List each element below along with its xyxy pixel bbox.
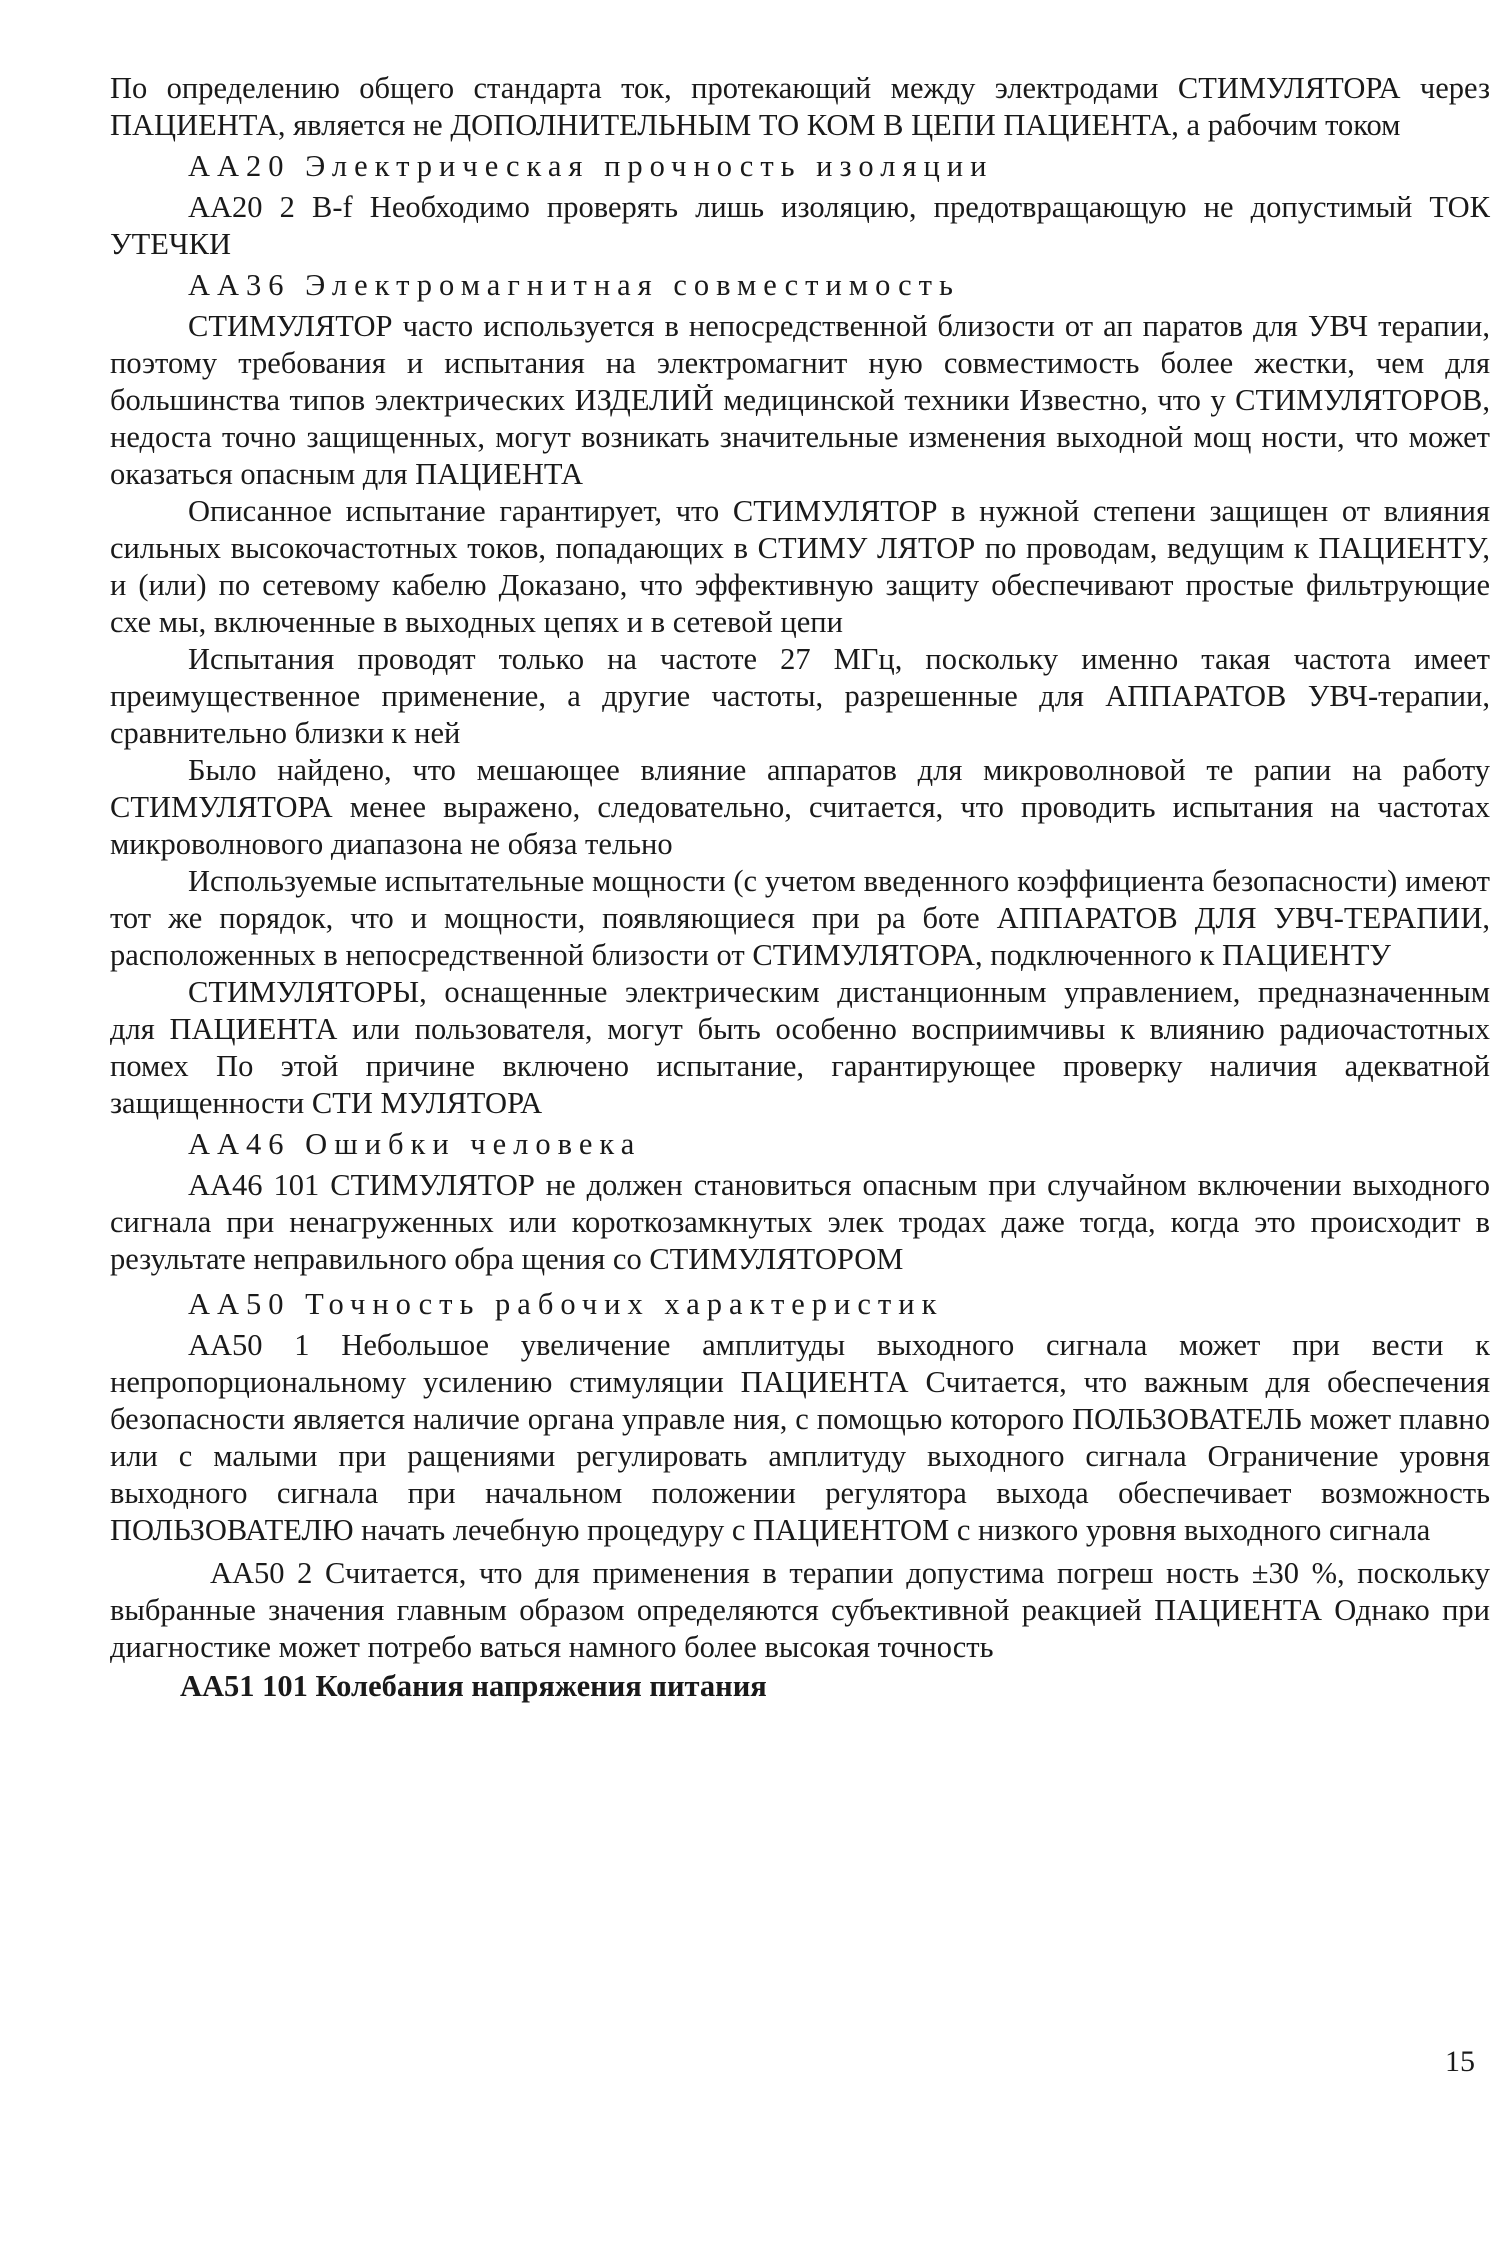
paragraph-aa50-2: АА50 2 Считается, что для применения в терапии допустима погреш ность ±30 %, поскольку выбранные значения главным образом определяются субъективной реакцией ПАЦИЕНТА Однако при диагностике может потребо ваться намного более высокая точность [110,1556,1490,1664]
paragraph-aa36-4: Было найдено, что мешающее влияние аппаратов для микроволновой те рапии на работу СТИМУЛЯТОРА менее выражено, следовательно, считается, что проводить испытания на частотах микроволнового диапазона не обяза тельно [110,753,1490,861]
section-heading-aa36: АА36 Электромагнитная совместимость [188,268,960,302]
paragraph-aa36-6: СТИМУЛЯТОРЫ, оснащенные электрическим дистанционным управлением, предназначенным для ПАЦИЕНТА или пользователя, могут быть особенно восприимчивы к влиянию радиочастотных помех По этой причине включено испытание, гарантирующее проверку наличия адекватной защищенности СТИ МУЛЯТОРА [110,975,1490,1120]
paragraph-aa36-3: Испытания проводят только на частоте 27 МГц, поскольку именно такая частота имеет преимущественное применение, а другие частоты, разрешенные для АППАРАТОВ УВЧ-терапии, сравнительно близки к ней [110,642,1490,750]
paragraph-aa46-101: АА46 101 СТИМУЛЯТОР не должен становиться опасным при случайном включении выходного сигнала при ненагруженных или короткозамкнутых элек тродах даже тогда, когда это происходит в результате неправильного обра щения со СТИМУЛЯТОРОМ [110,1168,1490,1276]
section-heading-aa50: АА50 Точность рабочих характеристик [188,1287,944,1321]
section-heading-aa46: АА46 Ошибки человека [188,1127,642,1161]
section-heading-aa51-101: АА51 101 Колебания напряжения питания [180,1669,767,1703]
paragraph-aa20-2: АА20 2 B-f Необходимо проверять лишь изоляцию, предотвращающую не допустимый ТОК УТЕЧКИ [110,190,1490,261]
paragraph-intro: По определению общего стандарта ток, протекающий между электродами СТИМУЛЯТОРА через ПАЦИЕНТА, является не ДОПОЛНИТЕЛЬНЫМ ТО КОМ В ЦЕПИ ПАЦИЕНТА, а рабочим током [110,71,1490,142]
paragraph-aa50-1: АА50 1 Небольшое увеличение амплитуды выходного сигнала может при вести к непропорциональному усилению стимуляции ПАЦИЕНТА Считается, что важным для обеспечения безопасности является наличие органа управле ния, с помощью которого ПОЛЬЗОВАТЕЛЬ может плавно или с малыми при ращениями регулировать амплитуду выходного сигнала Ограничение уровня выходного сигнала при начальном положении регулятора выхода обеспечивает возможность ПОЛЬЗОВАТЕЛЮ начать лечебную процедуру с ПАЦИЕНТОМ с низкого уровня выходного сигнала [110,1328,1490,1547]
section-heading-aa20: АА20 Электрическая прочность изоляции [188,149,994,183]
paragraph-aa36-2: Описанное испытание гарантирует, что СТИМУЛЯТОР в нужной степени защищен от влияния сильных высокочастотных токов, попадающих в СТИМУ ЛЯТОР по проводам, ведущим к ПАЦИЕНТУ, и (или) по сетевому кабелю Доказано, что эффективную защиту обеспечивают простые фильтрующие схе мы, включенные в выходных цепях и в сетевой цепи [110,494,1490,639]
paragraph-aa36-1: СТИМУЛЯТОР часто используется в непосредственной близости от ап паратов для УВЧ терапии, поэтому требования и испытания на электромагнит ную совместимость более жестки, чем для большинства типов электрических ИЗДЕЛИЙ медицинской техники Известно, что у СТИМУЛЯТОРОВ, недоста точно защищенных, могут возникать значительные изменения выходной мощ ности, что может оказаться опасным для ПАЦИЕНТА [110,309,1490,491]
page-number: 15 [1445,2045,1475,2078]
paragraph-aa36-5: Используемые испытательные мощности (с учетом введенного коэффициента безопасности) имеют тот же порядок, что и мощности, появляющиеся при ра боте АППАРАТОВ ДЛЯ УВЧ-ТЕРАПИИ, расположенных в непосредственной близости от СТИМУЛЯТОРА, подключенного к ПАЦИЕНТУ [110,864,1490,972]
document-page [110,70,1490,1705]
